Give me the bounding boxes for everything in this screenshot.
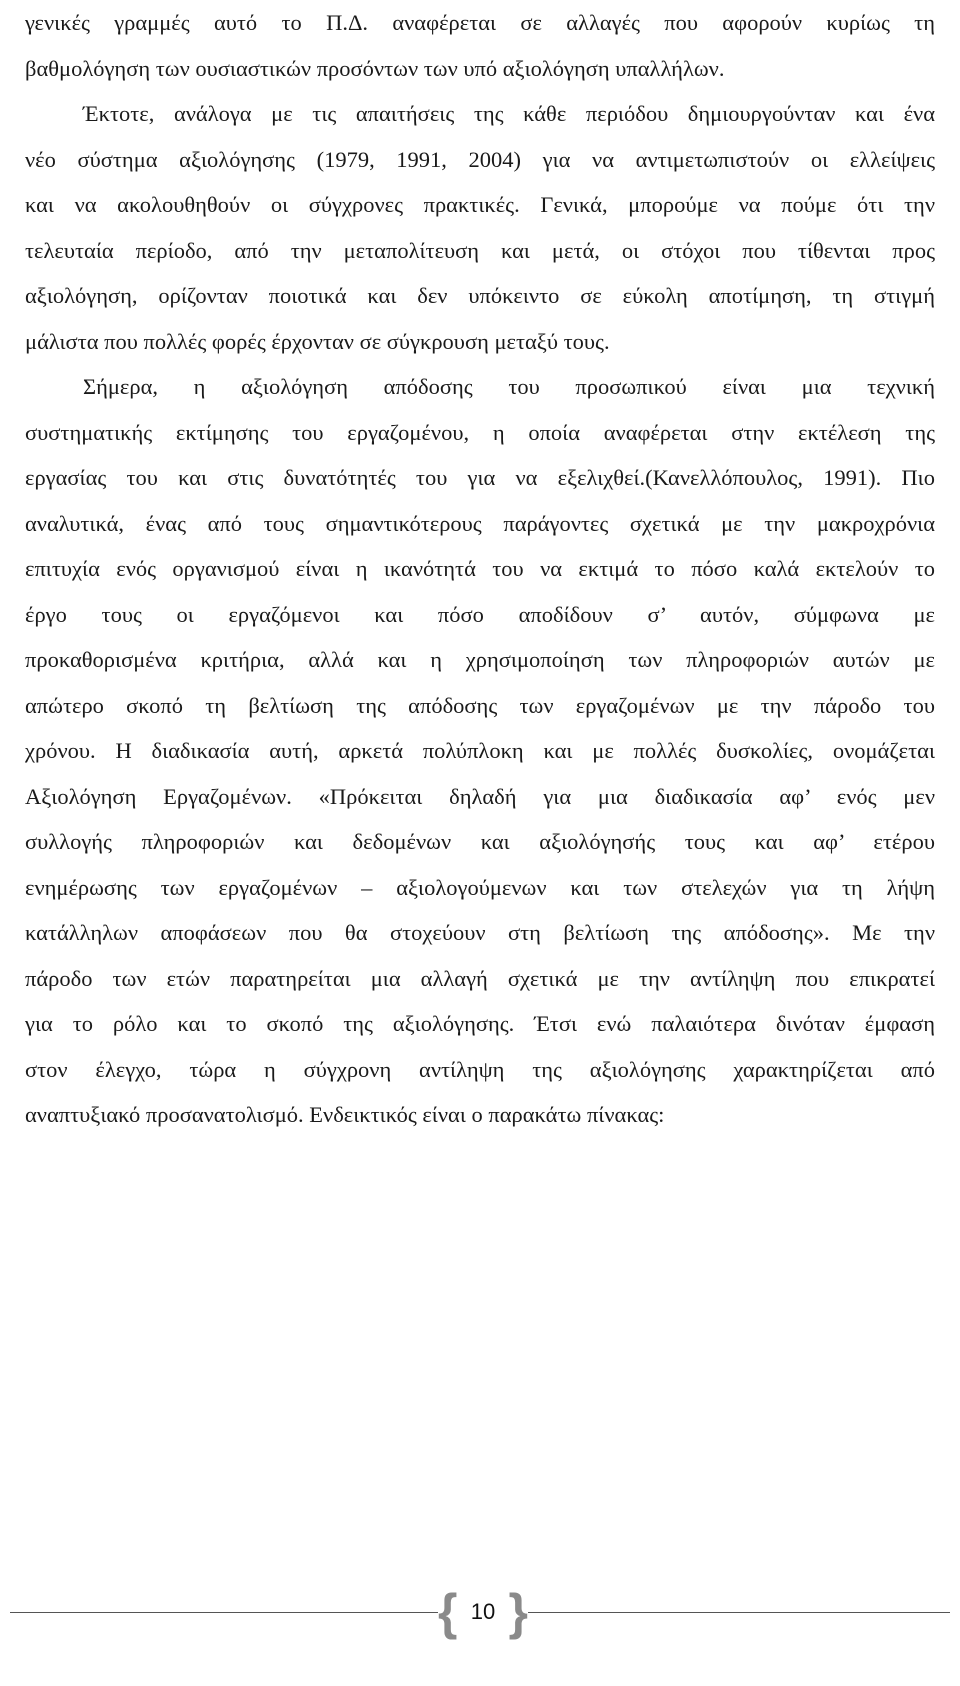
- page-number: 10: [470, 1599, 496, 1624]
- text-line: αναλυτικά, ένας από τους σημαντικότερους παράγοντες σχετικά με την μακροχρόνια: [25, 510, 935, 536]
- text-line: βαθμολόγηση των ουσιαστικών προσόντων των υπό αξιολόγηση υπαλλήλων.: [25, 55, 725, 81]
- text-line: εργασίας του και στις δυνατότητές του για να εξελιχθεί.(Κανελλόπουλος, 1991). Πιο: [25, 465, 935, 490]
- text-line: αξιολόγηση, ορίζονταν ποιοτικά και δεν υπόκειντο σε εύκολη αποτίμηση, τη στιγμή: [25, 283, 935, 308]
- text-line: κατάλληλων αποφάσεων που θα στοχεύουν στη βελτίωση της απόδοσης». Με την: [25, 920, 935, 945]
- text-line: αναπτυξιακό προσανατολισμό. Ενδεικτικός είναι ο παρακάτω πίνακας:: [25, 1102, 665, 1127]
- text-line: συστηματικής εκτίμησης του εργαζομένου, η οποία αναφέρεται στην εκτέλεση της: [25, 419, 935, 445]
- text-line: ενημέρωσης των εργαζομένων – αξιολογούμενων και των στελεχών για τη λήψη: [25, 874, 935, 900]
- text-line: στον έλεγχο, τώρα η σύγχρονη αντίληψη της αξιολόγησης χαρακτηρίζεται από: [25, 1056, 935, 1082]
- text-line: προκαθορισμένα κριτήρια, αλλά και η χρησιμοποίηση των πληροφοριών αυτών με: [25, 647, 935, 672]
- text-line: γενικές γραμμές αυτό το Π.Δ. αναφέρεται σε αλλαγές που αφορούν κυρίως τη: [25, 10, 935, 35]
- text-line: και να ακολουθηθούν οι σύγχρονες πρακτικές. Γενικά, μπορούμε να πούμε ότι την: [25, 192, 935, 217]
- text-line: χρόνου. Η διαδικασία αυτή, αρκετά πολύπλοκη και με πολλές δυσκολίες, ονομάζεται: [25, 738, 935, 763]
- paragraph-start-line: Σήμερα, η αξιολόγηση απόδοσης του προσωπικού είναι μια τεχνική: [83, 374, 935, 399]
- text-line: Αξιολόγηση Εργαζομένων. «Πρόκειται δηλαδή για μια διαδικασία αφ’ ενός μεν: [25, 783, 935, 809]
- paragraph-start-line: Έκτοτε, ανάλογα με τις απαιτήσεις της κάθε περιόδου δημιουργούνταν και ένα: [83, 101, 935, 126]
- text-line: πάροδο των ετών παρατηρείται μια αλλαγή σχετικά με την αντίληψη που επικρατεί: [25, 965, 935, 991]
- right-brace-icon: }: [508, 1584, 528, 1640]
- text-line: απώτερο σκοπό τη βελτίωση της απόδοσης των εργαζομένων με την πάροδο του: [25, 692, 935, 718]
- text-line: τελευταία περίοδο, από την μεταπολίτευση και μετά, οι στόχοι που τίθενται προς: [25, 237, 935, 263]
- text-line: μάλιστα που πολλές φορές έρχονταν σε σύγκρουση μεταξύ τους.: [25, 328, 610, 354]
- text-line: συλλογής πληροφοριών και δεδομένων και αξιολόγησής τους και αφ’ ετέρου: [25, 829, 935, 854]
- document-body: [25, 0, 935, 1138]
- page-footer: [438, 1585, 528, 1639]
- text-line: νέο σύστημα αξιολόγησης (1979, 1991, 2004) για να αντιμετωπιστούν οι ελλείψεις: [25, 146, 935, 172]
- text-line: επιτυχία ενός οργανισμού είναι η ικανότητά του να εκτιμά το πόσο καλά εκτελούν το: [25, 556, 935, 581]
- text-line: για το ρόλο και το σκοπό της αξιολόγησης. Έτσι ενώ παλαιότερα δινόταν έμφαση: [25, 1011, 935, 1036]
- text-line: έργο τους οι εργαζόμενοι και πόσο αποδίδουν σ’ αυτόν, σύμφωνα με: [25, 601, 935, 627]
- left-brace-icon: {: [438, 1584, 458, 1640]
